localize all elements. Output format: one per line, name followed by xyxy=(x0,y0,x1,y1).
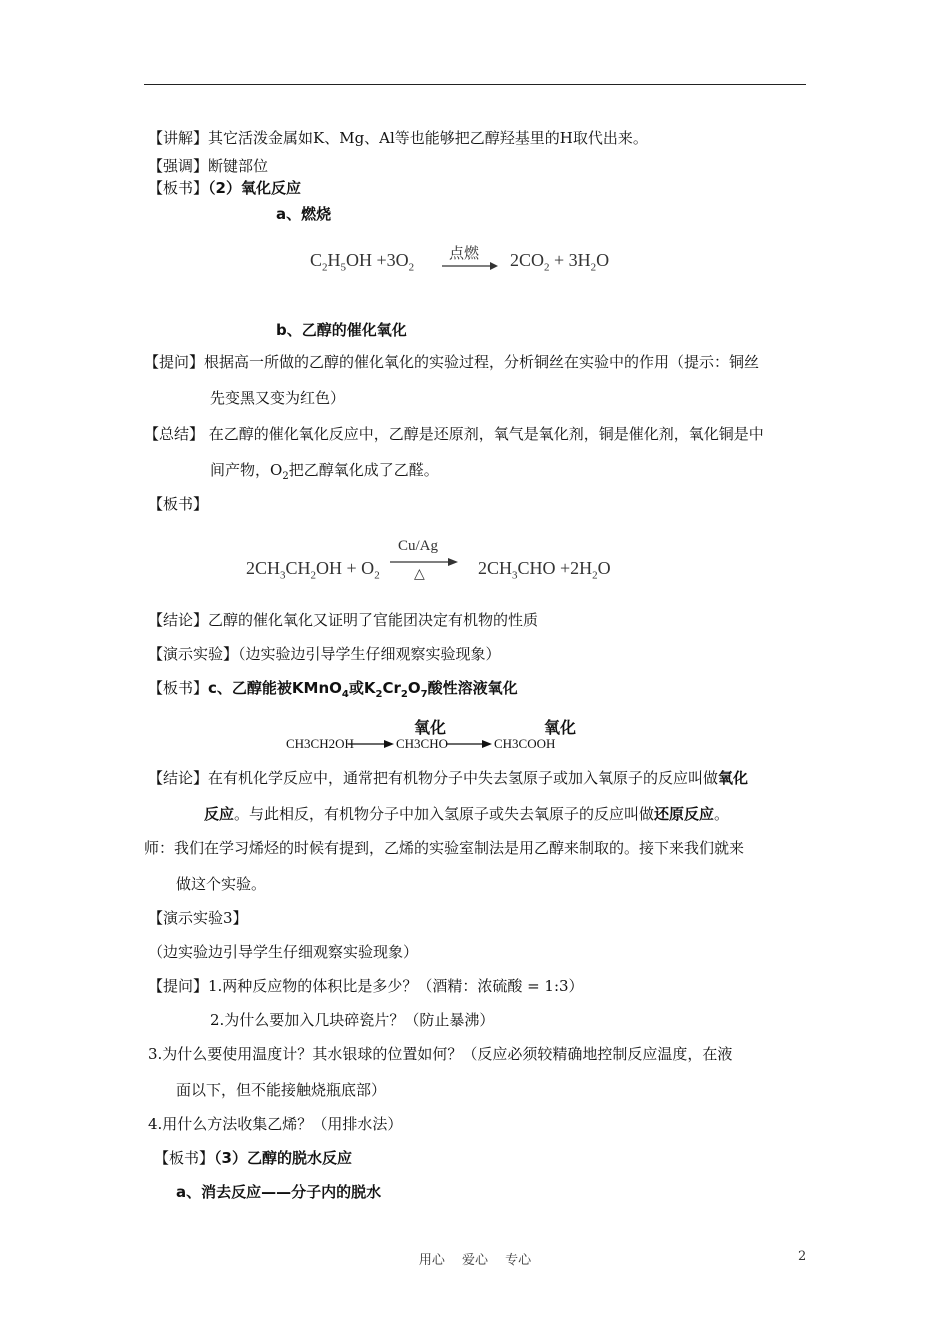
eq3-arrow-2 xyxy=(444,738,494,750)
eq1-lhs: $C_2H_5OH +3O_2$ xyxy=(310,250,415,274)
para-demo-3-note: （边实验边引导学生仔细观察实验现象） xyxy=(148,943,419,961)
para-question-1-cont: 先变黑又变为红色） xyxy=(210,389,346,407)
para-question-2-item3: 3.为什么要使用温度计？其水银球的位置如何？（反应必须较精确地控制反应温度，在液 xyxy=(148,1045,733,1063)
eq2-condition-bottom: △ xyxy=(414,567,425,582)
para-conclusion-1: 【结论】乙醇的催化氧化又证明了官能团决定有机物的性质 xyxy=(148,611,539,629)
para-teacher: 师：我们在学习烯烃的时候有提到，乙烯的实验室制法是用乙醇来制取的。接下来我们就来 xyxy=(144,839,745,857)
eq2-rhs: $2CH_3CHO +2H_2O$ xyxy=(478,558,611,582)
eq3-arrow-1 xyxy=(346,738,396,750)
eq1-arrow xyxy=(440,260,500,272)
eq1-condition: 点燃 xyxy=(449,246,480,262)
sub-heading-elimination: a、消去反应——分子内的脱水 xyxy=(176,1183,382,1201)
para-explain: 【讲解】其它活泼金属如K、Mg、Al等也能够把乙醇羟基里的H取代出来。 xyxy=(148,129,648,147)
para-board-3: 【板书】 xyxy=(148,495,209,513)
eq3-s3: CH3COOH xyxy=(494,736,556,751)
para-question-2-item4: 4.用什么方法收集乙烯？（用排水法） xyxy=(148,1115,403,1133)
eq2-condition-top: Cu/Ag xyxy=(398,538,439,554)
equation-combustion xyxy=(310,250,414,274)
sub-heading-catalytic: b、乙醇的催化氧化 xyxy=(276,321,407,339)
para-teacher-cont: 做这个实验。 xyxy=(176,875,267,893)
para-question-2-item2: 2.为什么要加入几块碎瓷片？（防止暴沸） xyxy=(210,1011,495,1029)
para-summary-cont: 间产物，$O_2$把乙醇氧化成了乙醛。 xyxy=(210,461,439,482)
eq3-s1: CH3CH2OH xyxy=(286,736,354,751)
para-board-2: 【板书】（2）氧化反应 xyxy=(148,179,301,197)
para-board-5: 【板书】（3）乙醇的脱水反应 xyxy=(154,1149,352,1167)
eq3-label-2: 氧化 xyxy=(544,718,577,737)
para-emphasis: 【强调】断键部位 xyxy=(148,157,269,175)
para-conclusion-2-cont: 反应。与此相反，有机物分子中加入氢原子或失去氧原子的反应叫做还原反应。 xyxy=(204,805,730,823)
para-demo-3: 【演示实验3】 xyxy=(148,909,248,927)
header-rule xyxy=(144,84,806,85)
equation-catalytic-oxidation: $2CH_3CH_2OH + O_2$ xyxy=(246,558,380,582)
para-question-2-item3-cont: 面以下，但不能接触烧瓶底部） xyxy=(176,1081,387,1099)
page-number: 2 xyxy=(798,1249,807,1264)
para-conclusion-2: 【结论】在有机化学反应中，通常把有机物分子中失去氢原子或加入氧原子的反应叫做氧化 xyxy=(148,769,749,787)
para-question-2: 【提问】1.两种反应物的体积比是多少？（酒精：浓硫酸 = 1:3） xyxy=(148,977,584,995)
para-board-4: 【板书】c、乙醇能被KMnO$_4$或$K_2Cr_2O_7$酸性溶液氧化 xyxy=(148,679,518,700)
para-demo-1: 【演示实验】（边实验边引导学生仔细观察实验现象） xyxy=(148,645,501,663)
eq3-label-1: 氧化 xyxy=(414,718,447,737)
para-summary: 【总结】 在乙醇的催化氧化反应中，乙醇是还原剂，氧气是氧化剂，铜是催化剂，氧化铜是中 xyxy=(144,425,764,443)
para-question-1: 【提问】根据高一所做的乙醇的催化氧化的实验过程，分析铜丝在实验中的作用（提示：铜丝 xyxy=(144,353,760,371)
footer-motto: 用心 爱心 专心 xyxy=(418,1253,532,1268)
sub-heading-combustion: a、燃烧 xyxy=(276,205,332,223)
eq3-s2: CH3CHO xyxy=(396,736,449,751)
eq1-rhs: $2CO_2 + 3H_2O$ xyxy=(510,250,610,274)
